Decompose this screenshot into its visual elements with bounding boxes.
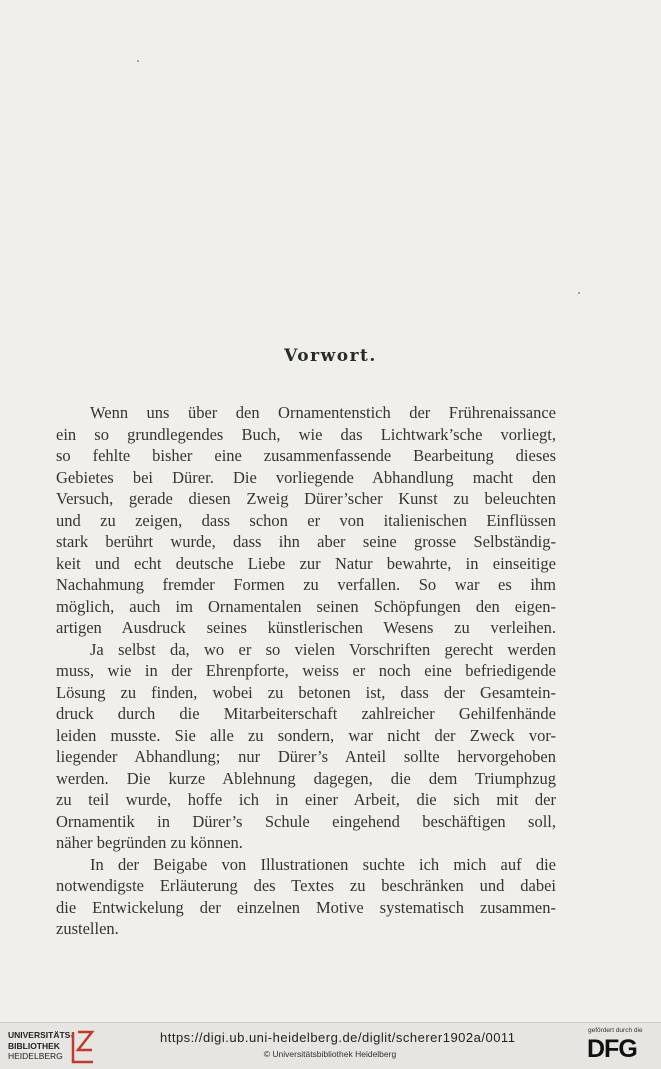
text-line: Ja selbst da, wo er so vielen Vorschriften gerecht werden (90, 639, 556, 659)
text-line: Lösung zu finden, wobei zu betonen ist, dass der Gesamtein- (56, 682, 556, 702)
text-line: möglich, auch im Ornamentalen seinen Schöpfungen den eigen- (56, 596, 556, 616)
ub-heidelberg-logo[interactable] (8, 1030, 98, 1064)
text-line: druck durch die Mitarbeiterschaft zahlreicher Gehilfenhände (56, 704, 556, 723)
text-line: die Entwickelung der einzelnen Motive systematisch zusammen- (56, 897, 556, 917)
text-line: stark berührt wurde, dass ihn aber seine grosse Selbständig- (56, 532, 556, 551)
text-line: werden. Die kurze Ablehnung dagegen, die dem Triumphzug (56, 768, 556, 788)
text-line: notwendigste Erläuterung des Textes zu beschränken und dabei (56, 876, 556, 895)
library-name-line2: BIBLIOTHEK (8, 1040, 60, 1051)
text-line: so fehlte bisher eine zusammenfassende Bearbeitung dieses (56, 446, 556, 465)
text-line: In der Beigabe von Illustrationen suchte ich mich auf die (90, 854, 556, 874)
body-text (56, 402, 556, 940)
viewer-footer (0, 1022, 661, 1069)
text-line: liegender Abhandlung; nur Dürer’s Anteil sollte hervorgehoben (56, 747, 556, 766)
dfg-funding-label: gefördert durch die (588, 1027, 643, 1034)
paper-speck (578, 292, 580, 294)
copyright-notice: © Universitätsbibliothek Heidelberg (263, 1049, 397, 1059)
page-title: Vorwort. (284, 346, 377, 366)
text-line: zu teil wurde, hoffe ich in einer Arbeit, die sich mit der (56, 790, 556, 809)
text-line: Gebietes bei Dürer. Die vorliegende Abhandlung macht den (56, 467, 556, 487)
text-line: zustellen. (56, 919, 119, 938)
library-name-line1: UNIVERSITÄTS- (8, 1030, 74, 1040)
text-line: Ornamentik in Dürer’s Schule eingehend beschäftigen soll, (56, 811, 556, 831)
text-line: ein so grundlegendes Buch, wie das Lichtwark’sche vorliegt, (56, 424, 556, 444)
text-line: Wenn uns über den Ornamentenstich der Frührenaissance (90, 403, 556, 422)
dfg-logo[interactable]: DFG (587, 1035, 637, 1063)
ub-logo-mark-icon (70, 1030, 96, 1064)
text-line: artigen Ausdruck seines künstlerischen Wesens zu verleihen. (56, 618, 556, 637)
text-line: leiden musste. Sie alle zu sondern, war nicht der Zweck vor- (56, 725, 556, 745)
text-line: muss, wie in der Ehrenpforte, weiss er noch eine befriedigende (56, 661, 556, 680)
text-line: Nachahmung fremder Formen zu verfallen. So war es ihm (56, 575, 556, 594)
paper-speck (137, 60, 139, 62)
text-line: keit und echt deutsche Liebe zur Natur bewahrte, in einseitige (56, 553, 556, 573)
text-line: näher begründen zu können. (56, 833, 243, 852)
text-line: und zu zeigen, dass schon er von italienischen Einflüssen (56, 510, 556, 530)
permalink-url[interactable]: https://digi.ub.uni-heidelberg.de/diglit/scherer1902a/0011 (160, 1030, 516, 1045)
text-line: Versuch, gerade diesen Zweig Dürer’scher Kunst zu beleuchten (56, 489, 556, 508)
library-name-line3: HEIDELBERG (8, 1051, 63, 1061)
